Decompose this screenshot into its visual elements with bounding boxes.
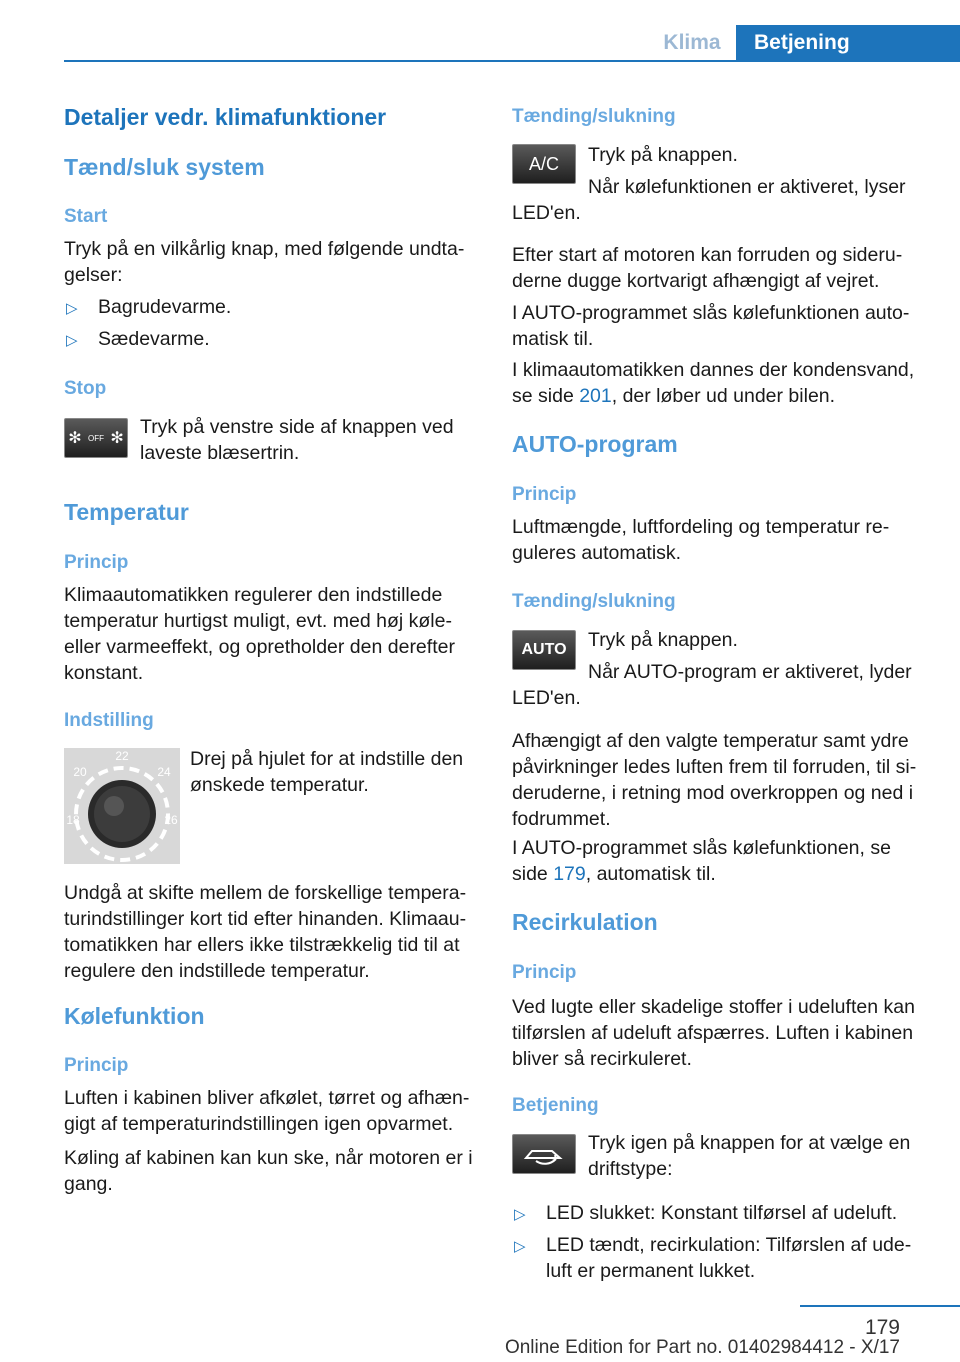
list-item: Bagrudevarme. [98,296,232,318]
auto-text-line: Luftmængde, luftfordeling og temperatur re‐ [512,516,890,538]
recirk-text-line: tilførslen af udeluft afspærres. Luften i kabinen [512,1022,914,1044]
tab-betjening[interactable]: Betjening [736,25,960,61]
afh-text-line: Afhængigt af den valgte temperatur samt ydre [512,730,909,752]
iauto2-text: , automatisk til. [585,863,716,885]
bullet-triangle-icon: ▷ [66,332,78,349]
undga-text-line: tomatikken har ellers ikke tilstrækkelig tid til at [64,934,460,956]
temperature-dial-icon [64,748,180,864]
auto-text-line: guleres automatisk. [512,542,682,564]
dial-label: 24 [157,765,171,779]
kole-text-line: Luften i kabinen bliver afkølet, tørret og afhæn‐ [64,1087,470,1109]
auto-btn-text-line2: Når AUTO-program er aktiveret, lyder [588,661,912,683]
recirk-text-line: bliver så recirkuleret. [512,1048,692,1070]
betj-text-line1: Tryk igen på knappen for at vælge en [588,1132,911,1154]
footer-edition: Online Edition for Part no. 01402984412 - X/17 [504,1337,900,1358]
heading-taend-sluk: Tænd/sluk system [64,154,265,180]
fan-icon: ✻ [68,430,82,447]
temperature-dial-image [64,748,180,864]
tab-klima[interactable]: Klima [663,31,721,54]
kondens-text-line1: I klimaautomatikken dannes der kondensvand, [512,359,915,381]
kole-text-line: gigt af temperaturindstillingen igen opvarmet. [64,1113,454,1135]
heading-princip: Princip [64,552,129,573]
bullet-triangle-icon: ▷ [66,300,78,317]
auto-btn-text-line3: LED'en. [512,687,581,709]
start-text-line2: gelser: [64,264,123,286]
list-item: LED slukket: Konstant tilførsel af udeluft. [546,1202,898,1224]
iauto-text-line: matisk til. [512,328,594,350]
heading-kolefunktion: Kølefunktion [64,1003,205,1029]
iauto2-text-line1: I AUTO-programmet slås kølefunktionen, se [512,837,891,859]
efter-text-line: Efter start af motoren kan forruden og sideru‐ [512,244,903,266]
temp-text-line: Klimaautomatikken regulerer den indstillede [64,584,443,606]
header-rule [64,60,960,62]
stop-text-line1: Tryk på venstre side af knappen ved [140,416,454,438]
heading-princip: Princip [512,484,577,505]
kondens-text-line2 [512,383,835,409]
iauto2-text: side [512,863,554,885]
fan-icon: ✻ [110,430,124,447]
heading-princip: Princip [512,962,577,983]
efter-text-line: derne dugge kortvarigt afhængigt af vejret. [512,270,880,292]
page-link-179[interactable]: 179 [553,863,586,885]
fan-off-button-image [64,418,128,458]
kole-text-line: Køling af kabinen kan kun ske, når motoren er i [64,1147,473,1169]
auto-btn-text-line1: Tryk på knappen. [588,629,738,651]
bullet-triangle-icon: ▷ [514,1238,526,1255]
undga-text-line: regulere den indstillede temperatur. [64,960,370,982]
betj-text-line2: driftstype: [588,1158,673,1180]
ac-text-line3: LED'en. [512,202,581,224]
list-item: LED tændt, recirkulation: Tilførslen af ude‐ [546,1234,912,1256]
heading-princip: Princip [64,1055,129,1076]
dial-label: 26 [164,813,178,827]
indst-text-line1: Drej på hjulet for at indstille den [190,748,464,770]
heading-recirkulation: Recirkulation [512,909,658,935]
ac-text-line2: Når kølefunktionen er aktiveret, lyser [588,176,906,198]
iauto-text-line: I AUTO-programmet slås kølefunktionen auto‐ [512,302,910,324]
ac-text-line1: Tryk på knappen. [588,144,738,166]
iauto2-text-line2 [512,861,716,887]
heading-temperatur: Temperatur [64,499,189,525]
recirculation-car-icon [522,1143,566,1165]
list-item-continued: luft er permanent lukket. [546,1260,756,1282]
heading-taending-slukning: Tænding/slukning [512,591,676,612]
afh-text-line: deruderne, i retning mod overkroppen og ned i [512,782,914,804]
bullet-triangle-icon: ▷ [514,1206,526,1223]
temp-text-line: eller varmeeffekt, og opretholder den derefter [64,636,455,658]
page-number: 179 [864,1316,900,1339]
heading-taending-slukning: Tænding/slukning [512,106,676,127]
temp-text-line: temperatur hurtigst muligt, evt. med høj køle‐ [64,610,452,632]
page-link-201[interactable]: 201 [579,385,612,407]
heading-indstilling: Indstilling [64,710,154,731]
indst-text-line2: ønskede temperatur. [190,774,369,796]
temp-text-line: konstant. [64,662,144,684]
heading-auto-program: AUTO-program [512,431,678,457]
kondens-text: , der løber ud under bilen. [611,385,836,407]
kondens-text: se side [512,385,580,407]
dial-label: 20 [73,765,87,779]
start-text-line1: Tryk på en vilkårlig knap, med følgende undta‐ [64,238,465,260]
heading-start: Start [64,206,108,227]
undga-text-line: Undgå at skifte mellem de forskellige tempera‐ [64,882,467,904]
recirculation-button-image [512,1134,576,1174]
list-item: Sædevarme. [98,328,210,350]
fan-off-label: OFF [87,433,104,443]
auto-button-image: AUTO [512,630,576,670]
heading-stop: Stop [64,378,107,399]
afh-text-line: fodrummet. [512,808,611,830]
kole-text-line: gang. [64,1173,113,1195]
afh-text-line: påvirkninger ledes luften frem til forruden, til si‐ [512,756,917,778]
ac-button-image: A/C [512,144,576,184]
undga-text-line: turindstillinger kort tid efter hinanden. Klimaau‐ [64,908,467,930]
dial-label: 18 [66,813,80,827]
heading-betjening: Betjening [512,1095,599,1116]
dial-label: 22 [115,749,129,763]
footer-rule [800,1305,960,1307]
stop-text-line2: laveste blæsertrin. [140,442,300,464]
section-title: Detaljer vedr. klimafunktioner [64,104,387,130]
recirk-text-line: Ved lugte eller skadelige stoffer i udeluften kan [512,996,915,1018]
